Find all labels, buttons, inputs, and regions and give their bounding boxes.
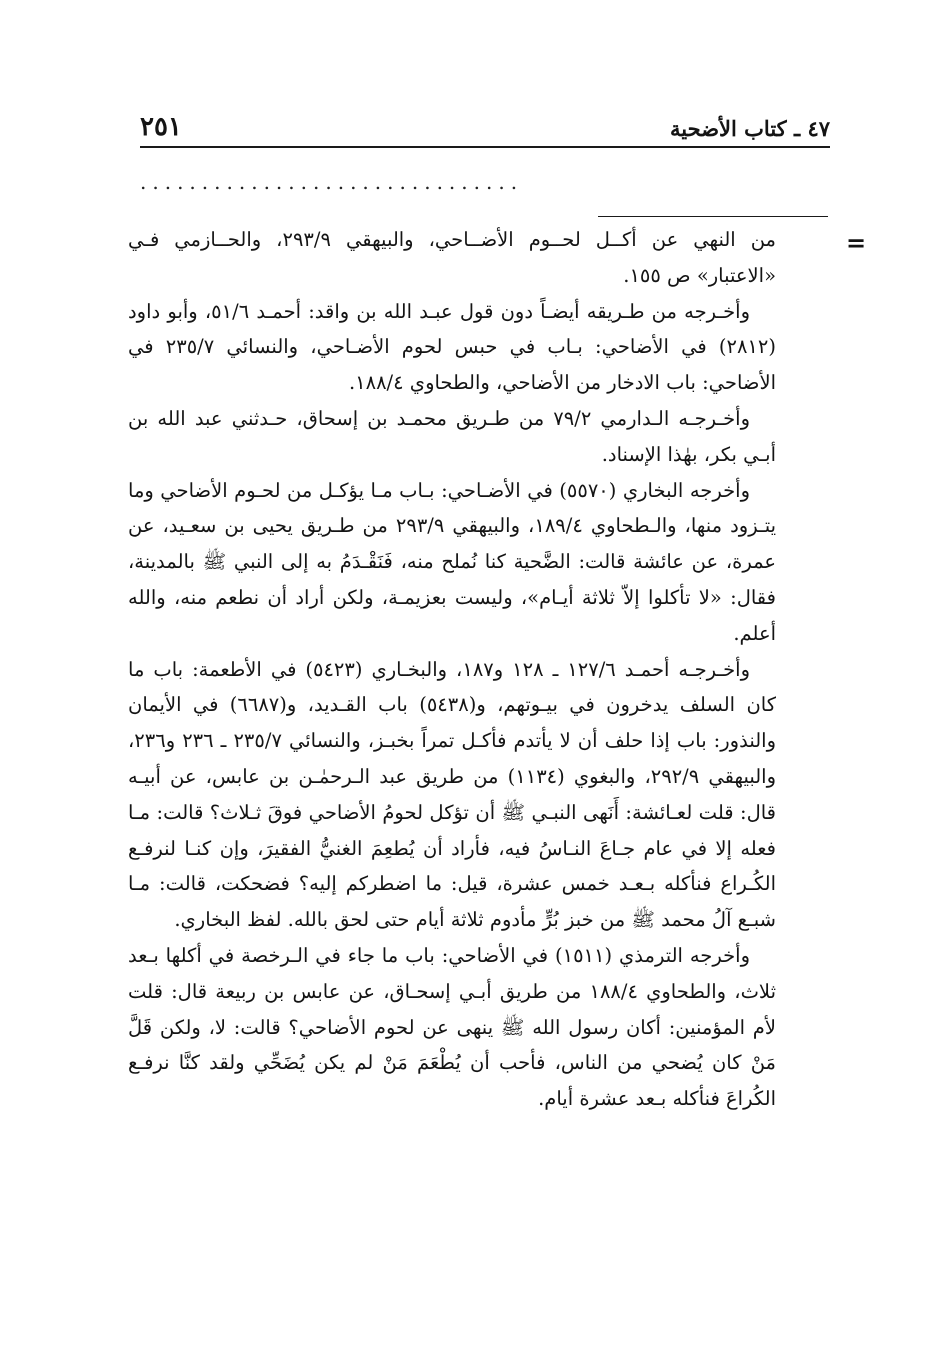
chapter-title: ٤٧ ـ كتاب الأضحية [670, 116, 830, 141]
paragraph: وأخـرجـه أحمـد ١٢٧/٦ ـ ١٢٨ و١٨٧، والبخـاري (٥٤٢٣) في الأطعمة: باب ما كان السلف يدخرون في بيـوتهم، و(٥٤٣٨) باب القـديد، و(٦٦٨٧) في الأيمان والنذور: باب إذا حلف أن لا يأتدم فأكـل تمراً بخبـز، والنسائي ٢٣٥/٧ ـ ٢٣٦ و٢٣٦، والبيهقي ٢٩٢/٩، والبغوي (١١٣٤) من طريق عبد الـرحمٰـن بن عابس، عن أبيـه قال: قلت لعـائشة: أَنَهى النبـي ﷺ أن تؤكل لحومُ الأضاحي فوقَ ثـلاث؟ قالت: مـا فعله إلا في عام جـاعَ النـاسُ فيه، فأراد أن يُطعِمَ الغنيُّ الفقيرَ، وإن كنـا لنرفـع الكُـراع فنأكله بـعـد خمس عشرة، قيل: ما اضطركم إليه؟ فضحكت، قالت: مـا شبـع آلُ محمد ﷺ من خبز بُرٍّ مأدوم ثلاثة أيام حتى لحق بالله. لفظ البخاري. [128, 657, 776, 932]
header-rule [140, 146, 830, 148]
paragraph: وأخـرجه من طـريقه أيضـاً دون قول عبـد الله بن واقد: أحمـد ٥١/٦، وأبو داود (٢٨١٢) في الأضاحي: بـاب في حبس لحوم الأضـاحي، والنسائي ٢٣٥/٧ في الأضاحي: باب الادخار من الأضاحي، والطحاوي ١٨٨/٤. [128, 299, 776, 395]
paragraph-continuation: من النهي عن أكــل لحــوم الأضــاحي، والبيهقي ٢٩٣/٩، والحــازمي فـي «الاعتبار» ص ١٥٥. [128, 228, 776, 287]
page-number: ٢٥١ [140, 112, 182, 142]
paragraph: وأخرجه الترمذي (١٥١١) في الأضاحي: باب ما جاء في الـرخصة في أكلها بـعد ثلاث، والطحاوي ١٨٨/٤ من طريق أبـي إسحـاق، عن عابس بن ربيعة قال: قلت لأم المؤمنين: أكان رسول الله ﷺ ينهى عن لحوم الأضاحي؟ قالت: لا، ولكن قَلَّ مَنْ كان يُضحي من الناس، فأحب أن يُطْعَمَ مَنْ لم يكن يُضَحِّي ولقد كنَّا نرفـع الكُراعَ فنأكله بـعد عشرة أيام. [128, 943, 776, 1111]
footnote-text [128, 222, 776, 1262]
footnote-rule [598, 216, 828, 217]
paragraph: وأخـرجـه الـدارمي ٧٩/٢ من طـريق محمـد بن إسحاق، حـدثني عبد الله بن أبـي بكر، بهٰذا الإسناد. [128, 406, 776, 466]
page-header [140, 112, 830, 146]
separator-dots: ............................... [140, 170, 524, 194]
continuation-mark: = [846, 228, 867, 257]
paragraph: وأخرجه البخاري (٥٥٧٠) في الأضـاحي: بـاب مـا يؤكـل من لحـوم الأضاحي وما يتـزود منها، والـطحاوي ١٨٩/٤، والبيهقي ٢٩٣/٩ من طـريق يحيى بن سعـيد، عن عمرة، عن عائشة قالت: الضَّحية كنا نُملح منه، فَنَقْـدَمُ به إلى النبي ﷺ بالمدينة، فقال: «لا تأكلوا إلاّ ثلاثة أيـام»، وليست بعزيمـة، ولكن أراد أن نطعم منه، والله أعلم. [128, 478, 776, 645]
